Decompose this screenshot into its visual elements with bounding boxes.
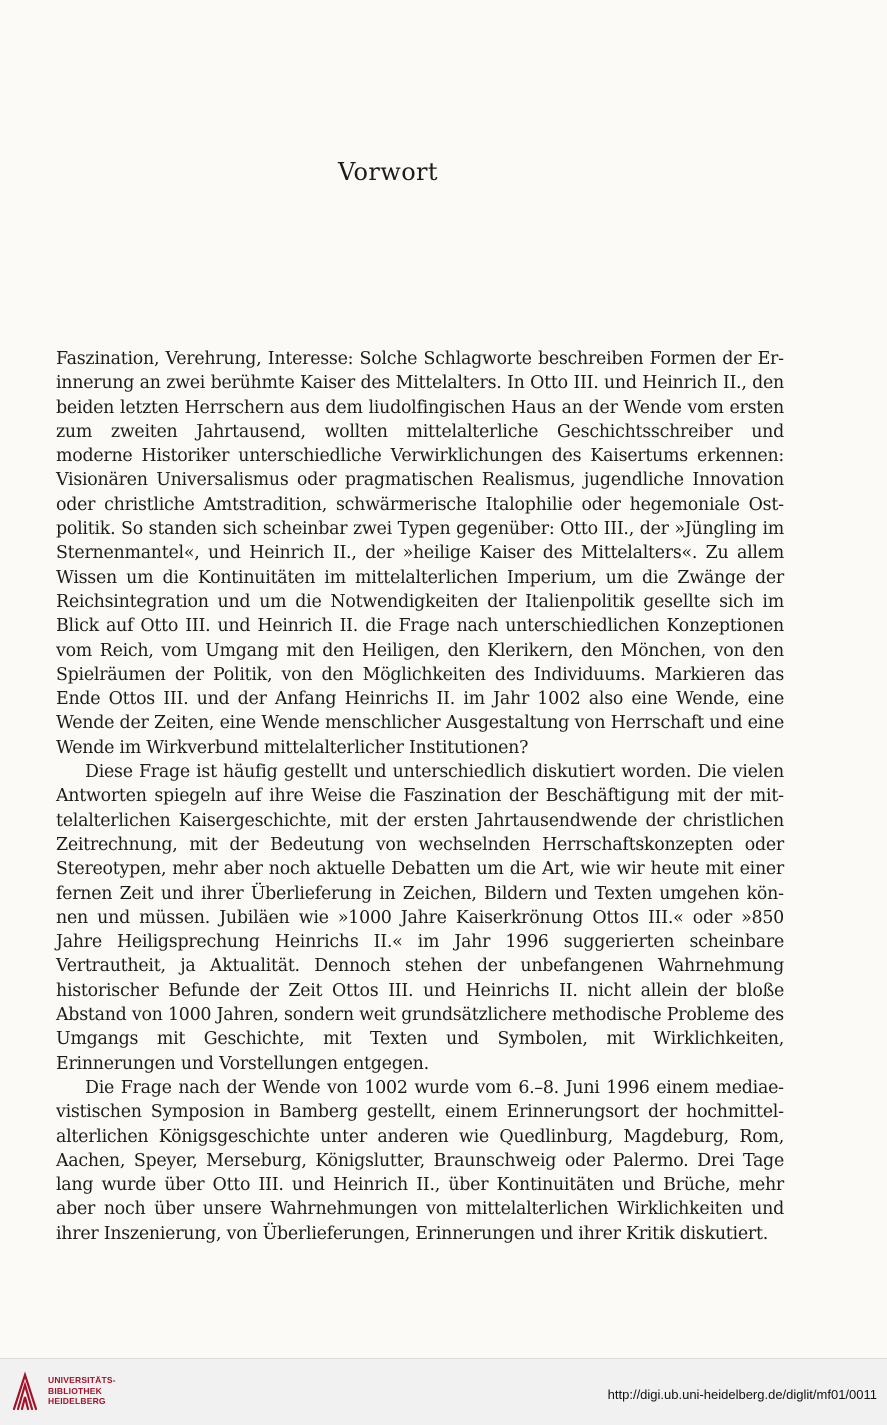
library-name — [48, 1375, 116, 1407]
library-name-line-2: BIBLIOTHEK — [48, 1385, 102, 1396]
paragraph-1: Faszination, Verehrung, Interesse: Solche Schlagworte beschreiben Formen der Erinnerung an zwei berühmte Kaiser des Mittelalters. In Otto III. und Heinrich II., den beiden letzten Herrschern aus dem liudolfingischen Haus an der Wende vom ersten zum zweiten Jahrtausend, wollten mittelalterliche Geschichtsschreiber und moderne Historiker unterschiedliche Verwirklichungen des Kaisertums erkennen: Visionären Universalismus oder pragmatischen Realismus, jugendliche Innovation oder christliche Amtstradition, schwärmerische Italophilie oder hegemoniale Ostpolitik. So standen sich scheinbar zwei Typen gegenüber: Otto III., der »Jüngling im Sternenmantel«, und Heinrich II., der »heilige Kaiser des Mittelalters«. Zu allem Wissen um die Kontinuitäten im mittelalterlichen Imperium, um die Zwänge der Reichsintegration und um die Notwendigkeiten der Italienpolitik gesellte sich im Blick auf Otto III. und Heinrich II. die Frage nach unterschiedlichen Konzeptionen vom Reich, vom Umgang mit den Heiligen, den Klerikern, den Mönchen, von den Spielräumen der Politik, von den Möglichkeiten des Individuums. Markieren das Ende Ottos III. und der Anfang Heinrichs II. im Jahr 1002 also eine Wende, eine Wende der Zeiten, eine Wende menschlicher Ausgestaltung von Herrschaft und eine Wende im Wirkverbund mittelalterlicher Institutionen? — [56, 349, 784, 758]
permalink-url[interactable]: http://digi.ub.uni-heidelberg.de/diglit/mf01/0011 — [607, 1387, 877, 1402]
paragraph-2: Diese Frage ist häufig gestellt und unterschiedlich diskutiert worden. Die vielen Antworten spiegeln auf ihre Weise die Faszination der Beschäftigung mit der mittelalterlichen Kaisergeschichte, mit der ersten Jahrtausendwende der christlichen Zeitrechnung, mit der Bedeutung von wechselnden Herrschaftskonzepten oder Stereotypen, mehr aber noch aktuelle Debatten um die Art, wie wir heute mit einer fernen Zeit und ihrer Überlieferung in Zeichen, Bildern und Texten umgehen können und müssen. Jubiläen wie »1000 Jahre Kaiserkrönung Ottos III.« oder »850 Jahre Heiligsprechung Heinrichs II.« im Jahr 1996 suggerierten scheinbare Vertrautheit, ja Aktualität. Dennoch stehen der unbefangenen Wahrnehmung historischer Befunde der Zeit Ottos III. und Heinrichs II. nicht allein der bloße Abstand von 1000 Jahren, sondern weit grundsätzlichere methodische Probleme des Umgangs mit Geschichte, mit Texten und Symbolen, mit Wirklichkeiten, Erinnerungen und Vorstellungen entgegen. — [56, 762, 784, 1074]
body-text — [56, 347, 784, 1246]
library-name-line-3: HEIDELBERG — [48, 1396, 106, 1406]
bleed-through-text — [100, 108, 800, 348]
university-library-logo-icon — [10, 1371, 40, 1413]
paragraph-3: Die Frage nach der Wende von 1002 wurde vom 6.–8. Juni 1996 einem mediaevistischen Symposion in Bamberg gestellt, einem Erinnerungsort der hochmittelalterlichen Königsgeschichte unter anderen wie Quedlinburg, Magdeburg, Rom, Aachen, Speyer, Merseburg, Königslutter, Braunschweig oder Palermo. Drei Tage lang wurde über Otto III. und Heinrich II., über Kontinuitäten und Brüche, mehr aber noch über unsere Wahrnehmungen von mittelalterlichen Wirklichkeiten und ihrer Inszenierung, von Überlieferungen, Erinnerungen und ihrer Kritik diskutiert. — [56, 1077, 784, 1244]
viewer-footer — [0, 1358, 887, 1425]
page-title: Vorwort — [338, 158, 438, 186]
library-name-line-1: UNIVERSITÄTS- — [48, 1375, 116, 1385]
